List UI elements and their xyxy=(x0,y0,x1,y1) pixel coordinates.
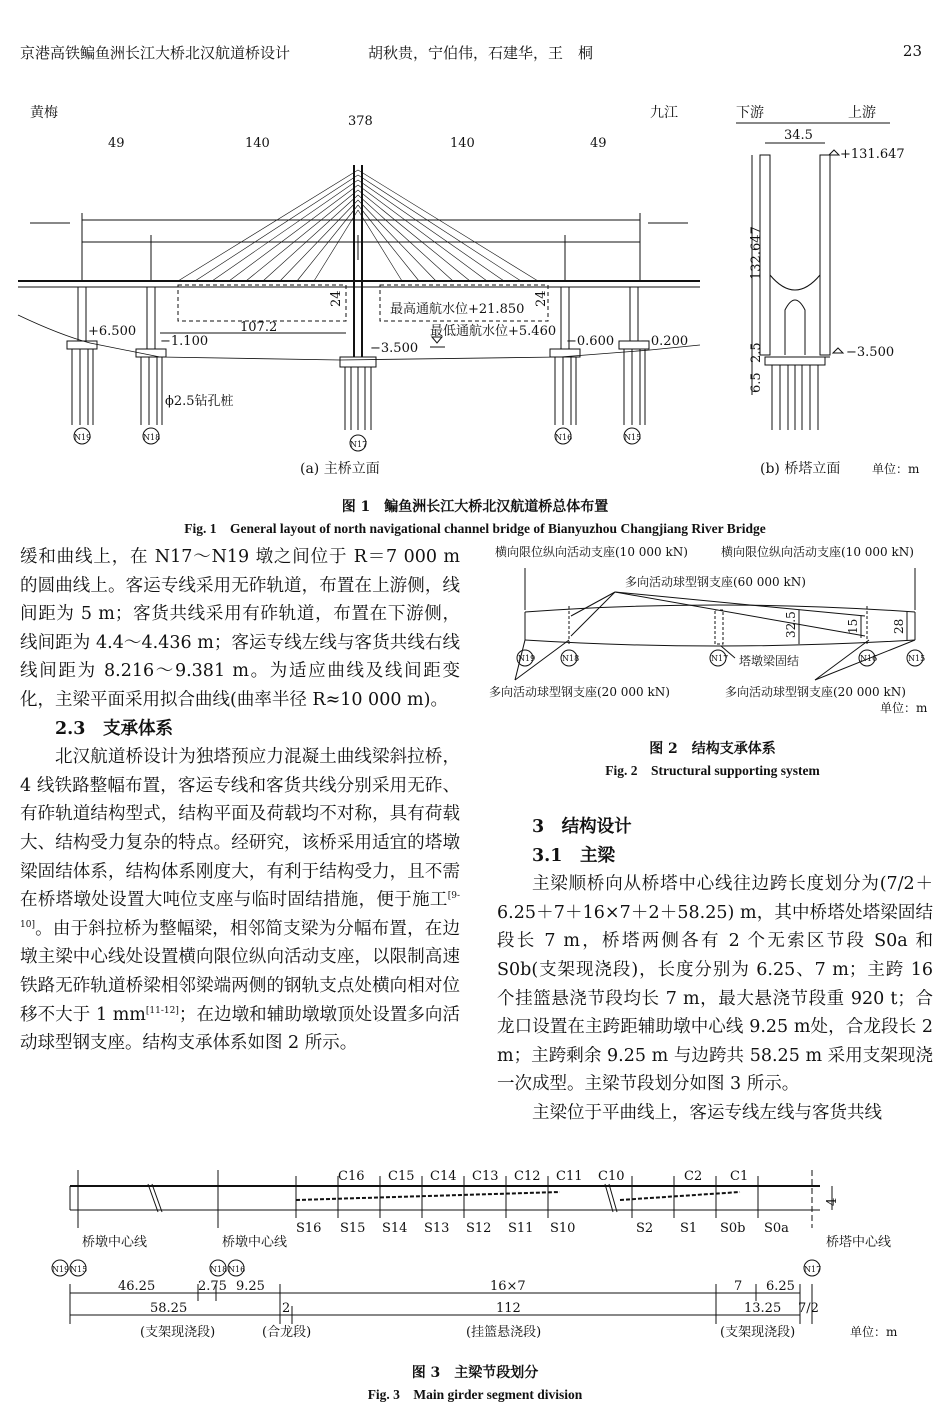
page-number: 23 xyxy=(902,42,922,60)
fig3-h4: 4 xyxy=(825,1197,840,1206)
journal-title: 京港高铁鳊鱼洲长江大桥北汉航道桥设计 xyxy=(20,44,291,62)
fig3-cable-c15: C15 xyxy=(388,1169,415,1184)
fig1-elev-650: +6.500 xyxy=(88,324,137,339)
fig3-pier-n18: N18 xyxy=(210,1265,228,1274)
fig1-h25: 2.5 xyxy=(749,342,764,363)
fig3-d112: 112 xyxy=(496,1301,521,1316)
fig3-cable-c1: C1 xyxy=(730,1169,749,1184)
fig3-pier-n15: N15 xyxy=(70,1265,88,1274)
fig3-cable-c11: C11 xyxy=(556,1169,583,1184)
fig1-pier-n18: N18 xyxy=(143,433,161,442)
fig3-seg-s10: S10 xyxy=(550,1221,576,1236)
left-column xyxy=(20,543,460,1058)
fig3-seg-s14: S14 xyxy=(382,1221,408,1236)
fig1-top-elev: +131.647 xyxy=(840,147,905,162)
fig3-d925: 9.25 xyxy=(236,1279,265,1294)
para-support-c: ；在边墩和辅助墩墩顶处设置多向活动球型钢支座。结构支承体系如图 2 所示。 xyxy=(20,1004,461,1054)
fig2-bottom-right: 多向活动球型钢支座(20 000 kN) xyxy=(725,685,906,699)
para-support xyxy=(20,743,460,1058)
fig1-total-dim: 378 xyxy=(348,114,373,129)
fig1-span4: 49 xyxy=(590,136,607,151)
fig2-unit: 单位：m xyxy=(880,701,928,715)
fig1-left-city: 黄梅 xyxy=(30,105,58,121)
fig2-pier-n19: N19 xyxy=(518,654,536,663)
figure-1 xyxy=(0,95,950,485)
para-curve: 缓和曲线上，在 N17～N19 墩之间位于 R＝7 000 m 的圆曲线上。客运专线采用无砟轨道，布置在上游侧，线间距为 5 m；客货共线采用有砟轨道，布置在下游侧，线间距为 4.4～4.436 m；客运专线左线与客货共线右线线间距为 8.216～9.381 m。为适应曲线及线间距变化，主梁平面采用拟合曲线(曲率半径 R≈10 000 m)。 xyxy=(20,547,460,710)
section-3: 3 结构设计 xyxy=(532,817,632,837)
fig1-sub-a: (a) 主桥立面 xyxy=(300,461,380,477)
para-support-a: 北汉航道桥设计为独塔预应力混凝土曲线梁斜拉桥，4 线铁路整幅布置，客运专线和客货共线分别采用无砟、有砟轨道结构型式，结构平面及荷载均不对称，具有荷载大、结构受力复杂的特点。经研究，该桥采用适宜的塔墩梁固结体系，结构体系刚度大，有利于结构受力，且不需在桥塔墩处设置大吨位支座与临时固结措施，便于施工 xyxy=(20,747,460,911)
authors: 胡秋贵，宁伯伟，石建华，王 桐 xyxy=(368,44,594,62)
fig1-base-elev: −3.500 xyxy=(846,345,895,360)
fig3-cable-c13: C13 xyxy=(472,1169,499,1184)
fig2-pier-n15: N15 xyxy=(908,654,926,663)
para-girder: 主梁顺桥向从桥塔中心线往边跨长度划分为(7/2＋6.25＋7＋16×7＋2＋58.25) m，其中桥塔处塔梁固结段长 7 m，桥塔两侧各有 2 个无索区节段 S0a 和 S0b(支架现浇段)，长度分别为 6.25、7 m；主跨 16 个挂篮悬浇节段均长 7 m，最大悬浇节段重 920 t；合龙口设置在主跨距辅助墩中心线 9.25 m处，合龙段长 2 m；主跨剩余 9.25 m 与边跨共 58.25 m 采用支架现浇一次成型。主梁节段划分如图 3 所示。 xyxy=(497,874,933,1095)
fig3-pier-cl-1: 桥墩中心线 xyxy=(82,1235,148,1250)
fig1-sub-b: (b) 桥塔立面 xyxy=(760,461,841,477)
fig2-caption-cn: 图 2 结构支承体系 xyxy=(649,741,776,757)
fig2-pier-n16: N16 xyxy=(860,654,878,663)
fig2-d325: 32.5 xyxy=(784,611,798,638)
fig1-high-water: 最高通航水位+21.850 xyxy=(390,302,525,317)
fig3-lbl-support-1: (支架现浇段) xyxy=(140,1325,216,1340)
fig3-seg-s16: S16 xyxy=(296,1221,322,1236)
fig3-seg-s0b: S0b xyxy=(720,1221,746,1236)
section-3-1 xyxy=(497,842,933,871)
fig3-seg-s15: S15 xyxy=(340,1221,366,1236)
fig1-pier-n16: N16 xyxy=(555,433,573,442)
fig3-d7: 7 xyxy=(734,1279,743,1294)
running-header xyxy=(20,42,930,63)
fig1-span1: 49 xyxy=(108,136,125,151)
fig3-caption-en: Fig. 3 Main girder segment division xyxy=(367,1387,583,1402)
fig3-tower-cl: 桥塔中心线 xyxy=(826,1235,892,1250)
fig3-seg-s1: S1 xyxy=(680,1221,698,1236)
fig3-seg-s12: S12 xyxy=(466,1221,492,1236)
fig1-h24a: 24 xyxy=(329,290,344,307)
fig3-pier-n16: N16 xyxy=(228,1265,246,1274)
fig3-cable-c16: C16 xyxy=(338,1169,365,1184)
fig1-span2: 140 xyxy=(245,136,270,151)
fig3-seg-s11: S11 xyxy=(508,1221,534,1236)
fig3-d1325: 13.25 xyxy=(744,1301,782,1316)
fig3-d4625: 46.25 xyxy=(118,1279,156,1294)
fig1-right-city: 九江 xyxy=(650,105,678,121)
fig3-cable-c12: C12 xyxy=(514,1169,541,1184)
fig3-lbl-support-2: (支架现浇段) xyxy=(720,1325,796,1340)
fig2-d28: 28 xyxy=(892,618,906,634)
fig3-d5825: 58.25 xyxy=(150,1301,188,1316)
fig1-caption-cn: 图 1 鳊鱼洲长江大桥北汉航道桥总体布置 xyxy=(341,499,609,515)
fig3-unit: 单位：m xyxy=(850,1325,898,1339)
section-3-1-title: 3.1 主梁 xyxy=(532,845,615,866)
fig3-pier-n17: N17 xyxy=(804,1265,822,1274)
fig1-elev-020: −0.200 xyxy=(640,334,689,349)
fig2-bottom-left: 多向活动球型钢支座(20 000 kN) xyxy=(489,685,670,699)
fig2-top-left: 横向限位纵向活动支座(10 000 kN) xyxy=(495,545,688,559)
fig1-pier-n17: N17 xyxy=(350,440,368,449)
fig1-elev-350: −3.500 xyxy=(370,341,419,356)
fig2-multi-60000: 多向活动球型钢支座(60 000 kN) xyxy=(625,575,806,589)
fig2-pier-n18: N18 xyxy=(562,654,580,663)
ref-9-10: [9-10] xyxy=(20,891,460,930)
fig3-d72: 7/2 xyxy=(798,1301,819,1316)
section-2-3-title: 2.3 支承体系 xyxy=(55,718,173,739)
fig1-elev-110: −1.100 xyxy=(160,334,209,349)
fig1-unit: 单位：m xyxy=(872,462,920,476)
fig1-len-107: 107.2 xyxy=(240,320,278,335)
para-plan-curve: 主梁位于平曲线上，客运专线左线与客货共线 xyxy=(532,1102,882,1123)
figure-2 xyxy=(485,540,940,720)
fig3-pier-n19: N19 xyxy=(52,1265,70,1274)
fig3-pier-cl-2: 桥墩中心线 xyxy=(222,1235,288,1250)
fig2-top-right: 横向限位纵向活动支座(10 000 kN) xyxy=(721,545,914,559)
fig2-fixed: 塔墩梁固结 xyxy=(739,654,800,668)
fig3-caption-cn: 图 3 主梁节段划分 xyxy=(411,1365,539,1381)
fig1-h24b: 24 xyxy=(534,290,549,307)
fig1-elev-060: −0.600 xyxy=(566,334,615,349)
fig3-d625: 6.25 xyxy=(766,1279,795,1294)
fig1-span3: 140 xyxy=(450,136,475,151)
fig1-upstream: 上游 xyxy=(848,105,876,121)
fig3-cable-c10: C10 xyxy=(598,1169,625,1184)
fig3-d16x7: 16×7 xyxy=(490,1279,526,1294)
fig3-seg-s0a: S0a xyxy=(764,1221,789,1236)
figure-3 xyxy=(0,1166,950,1356)
fig3-lbl-cantilever: (挂篮悬浇段) xyxy=(466,1325,542,1340)
section-2-3 xyxy=(20,715,460,744)
fig2-caption-en: Fig. 2 Structural supporting system xyxy=(605,763,820,778)
fig1-h65: 6.5 xyxy=(749,372,764,393)
fig1-w345: 34.5 xyxy=(784,128,813,143)
fig1-caption-en: Fig. 1 General layout of north navigational channel bridge of Bianyuzhou Changjiang River Bridge xyxy=(184,521,766,536)
fig3-d275: 2.75 xyxy=(198,1279,227,1294)
fig3-cable-c14: C14 xyxy=(430,1169,457,1184)
fig2-d15: 15 xyxy=(846,618,860,634)
fig3-seg-s13: S13 xyxy=(424,1221,450,1236)
ref-11-12: [11-12] xyxy=(145,1005,179,1016)
fig3-lbl-closure: (合龙段) xyxy=(262,1325,312,1340)
fig3-cable-c2: C2 xyxy=(684,1169,703,1184)
fig3-d2: 2 xyxy=(282,1301,291,1316)
fig1-h-tower: 132.647 xyxy=(749,226,764,280)
para-support-b: 。由于斜拉桥为整幅梁，相邻简支梁为分幅布置，在边墩主梁中心线处设置横向限位纵向活动支座，以限制高速铁路无砟轨道桥梁相邻梁端两侧的钢轨支点处横向相对位移不大于 1 mm xyxy=(20,918,460,1025)
fig1-pier-n15: N15 xyxy=(624,433,642,442)
fig1-low-water: 最低通航水位+5.460 xyxy=(430,324,557,339)
fig3-seg-s2: S2 xyxy=(636,1221,654,1236)
right-column xyxy=(497,813,933,1128)
fig1-pile-label: ϕ2.5钻孔桩 xyxy=(165,394,234,409)
fig2-pier-n17: N17 xyxy=(711,654,729,663)
fig1-downstream: 下游 xyxy=(736,105,764,121)
fig1-pier-n19: N19 xyxy=(74,433,92,442)
